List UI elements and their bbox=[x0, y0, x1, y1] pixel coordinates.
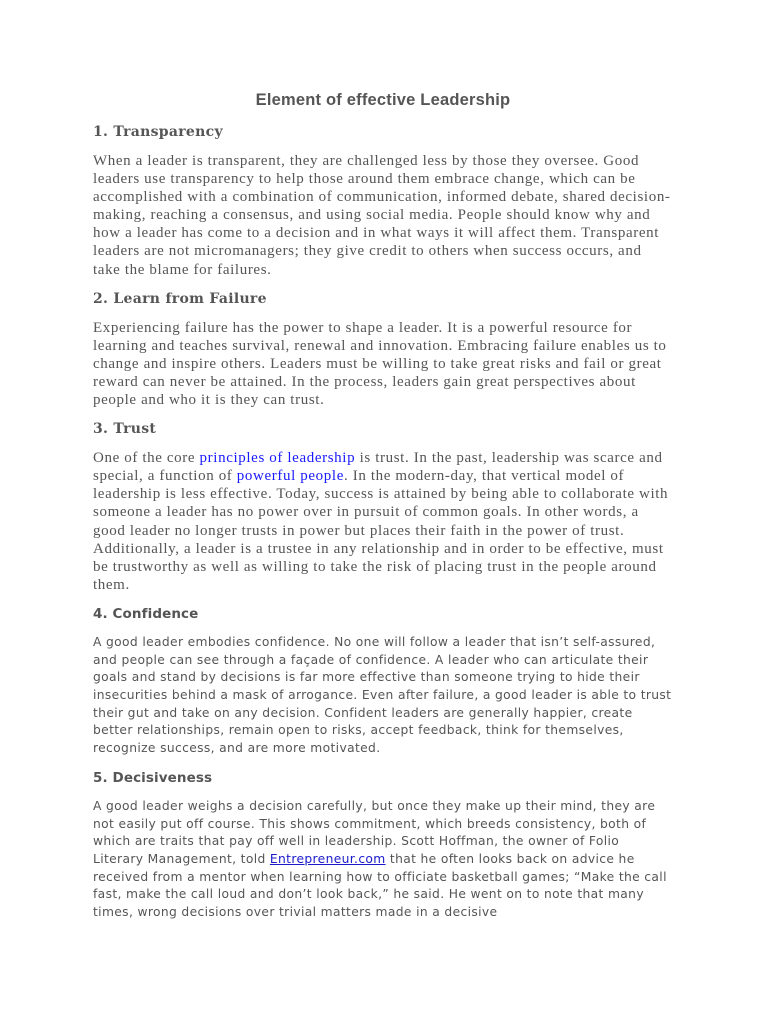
trust-text-part-2: is trust. In the past, leadership was scarce and special, a function of bbox=[93, 450, 663, 485]
principles-of-leadership-link[interactable]: principles of leadership bbox=[199, 450, 356, 467]
section-heading-transparency: 1. Transparency bbox=[93, 124, 223, 140]
trust-text-part-3: . In the modern-day, that vertical model of leadership is less effective. Today, success is attained by being able to collaborate with someone a leader has no power over in pursuit of common goals. In other words, a good leader no longer trusts in power but places their faith in the power of trust. Additionally, a leader is a trustee in any relationship and in order to be effective, must be trustworthy as well as willing to take the risk of placing trust in the people around them. bbox=[93, 468, 669, 593]
decisiveness-text-part-2: that he often looks back on advice he received from a mentor when learning how to officiate basketball games; “Make the call fast, make the call loud and don’t look back,” he said. He went on to note that many times, wrong decisions over trivial matters made in a decisive bbox=[93, 851, 667, 920]
powerful-people-link[interactable]: powerful people bbox=[236, 468, 344, 485]
section-paragraph-confidence: A good leader embodies confidence. No one will follow a leader that isn’t self-assured, and people can see through a façade of confidence. A leader who can articulate their goals and stand by decisions is far more effective than someone trying to hide their insecurities behind a mask of arrogance. Even after failure, a good leader is able to trust their gut and take on any decision. Confident leaders are generally happier, create better relationships, remain open to risks, accept feedback, think for themselves, recognize success, and are more motivated. bbox=[93, 634, 672, 756]
document-page bbox=[93, 88, 673, 931]
trust-text-part-1: One of the core bbox=[93, 450, 200, 467]
decisiveness-text-part-1: A good leader weighs a decision carefully, but once they make up their mind, they are not easily put off course. This shows commitment, which breeds consistency, both of which are traits that pay off well in leadership. Scott Hoffman, the owner of Folio Literary Management, told bbox=[93, 798, 656, 866]
section-paragraph-transparency: When a leader is transparent, they are challenged less by those they oversee. Good leaders use transparency to help those around them embrace change, which can be accomplished with a combination of communication, informed debate, shared decision-making, reaching a consensus, and using social media. People should know why and how a leader has come to a decision and in what ways it will affect them. Transparent leaders are not micromanagers; they give credit to others when success occurs, and take the blame for failures. bbox=[93, 153, 671, 278]
section-heading-trust: 3. Trust bbox=[93, 421, 157, 438]
document-title: Element of effective Leadership bbox=[255, 91, 511, 109]
entrepreneur-link[interactable]: Entrepreneur.com bbox=[269, 851, 386, 866]
section-heading-learn-from-failure: 2. Learn from Failure bbox=[93, 290, 267, 307]
section-heading-decisiveness: 5. Decisiveness bbox=[93, 769, 213, 786]
section-paragraph-trust bbox=[93, 449, 673, 594]
section-heading-confidence: 4. Confidence bbox=[93, 605, 199, 622]
section-paragraph-learn-from-failure: Experiencing failure has the power to shape a leader. It is a powerful resource for learning and teaches survival, renewal and innovation. Embracing failure enables us to change and inspire others. Leaders must be willing to take great risks and fail or great reward can never be attained. In the process, leaders gain great perspectives about people and who it is they can trust. bbox=[93, 319, 667, 409]
section-paragraph-decisiveness bbox=[93, 798, 673, 922]
